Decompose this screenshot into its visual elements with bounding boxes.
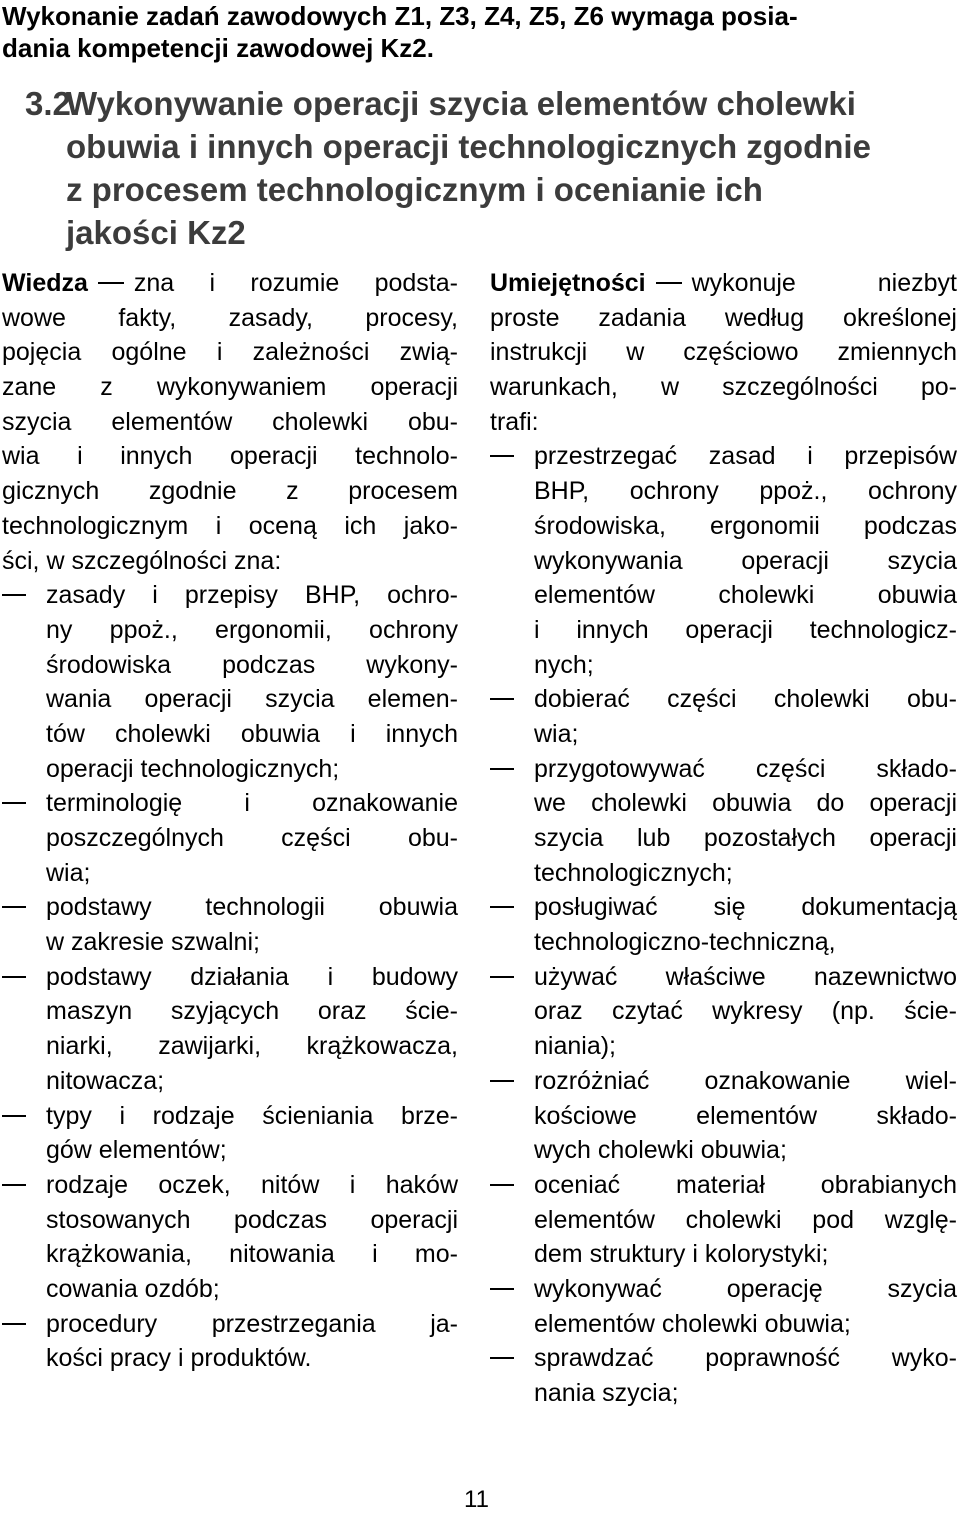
knowledge-item-line: tów cholewki obuwia i innych xyxy=(46,719,458,748)
skills-item-line: przestrzegać zasad i przepisów xyxy=(534,442,957,471)
section-title-line: z procesem technologicznym i ocenianie ich xyxy=(66,171,763,208)
knowledge-intro-line: szycia elementów cholewki obu- xyxy=(2,407,458,436)
knowledge-intro-line: gicznych zgodnie z procesem xyxy=(2,477,458,506)
skills-item-line: dobierać części cholewki obu- xyxy=(534,685,957,714)
dash-bullet-icon xyxy=(2,1115,26,1117)
skills-item-line: kościowe elementów składo- xyxy=(534,1101,957,1130)
dash-bullet-icon xyxy=(2,1323,26,1325)
skills-intro-line: proste zadania według określonej xyxy=(490,303,957,332)
skills-item-line: technologicznych; xyxy=(534,858,733,887)
knowledge-item-line: środowiska podczas wykony- xyxy=(46,650,458,679)
skills-list-item xyxy=(490,439,957,682)
knowledge-intro-line: ści, w szczególności zna: xyxy=(2,546,282,575)
skills-item-line: technologiczno-techniczną, xyxy=(534,928,836,957)
knowledge-item-line: krążkowania, nitowania i mo- xyxy=(46,1240,458,1269)
knowledge-item-line: stosowanych podczas operacji xyxy=(46,1205,458,1234)
dash-bullet-icon xyxy=(490,1184,514,1186)
knowledge-list-item xyxy=(2,890,458,959)
skills-item-line: elementów cholewki obuwia xyxy=(534,581,957,610)
dash-bullet-icon xyxy=(2,594,26,596)
knowledge-list-item xyxy=(2,578,458,786)
skills-item-line: przygotowywać części składo- xyxy=(534,754,957,783)
section-title xyxy=(66,82,946,254)
skills-item-line: oraz czytać wykresy (np. ście- xyxy=(534,997,957,1026)
dash-bullet-icon xyxy=(490,455,514,457)
skills-item-line: sprawdzać poprawność wyko- xyxy=(534,1344,957,1373)
dash-bullet-icon xyxy=(490,768,514,770)
knowledge-item-line: procedury przestrzegania ja- xyxy=(46,1309,458,1338)
skills-item-line: wykonywać operację szycia xyxy=(534,1274,957,1303)
knowledge-item-line: wia; xyxy=(46,858,91,887)
knowledge-list-item xyxy=(2,1307,458,1376)
skills-item-line: i innych operacji technologicz- xyxy=(534,615,957,644)
knowledge-intro-line: technologicznym i oceną ich jako- xyxy=(2,511,458,540)
skills-intro-line: instrukcji w częściowo zmiennych xyxy=(490,338,957,367)
skills-intro-line: warunkach, w szczególności po- xyxy=(490,373,957,402)
knowledge-item-line: nitowacza; xyxy=(46,1066,165,1095)
skills-item-line: oceniać materiał obrabianych xyxy=(534,1170,957,1199)
skills-item-line: rozróżniać oznakowanie wiel- xyxy=(534,1066,957,1095)
knowledge-list-item xyxy=(2,1099,458,1168)
dash-bullet-icon xyxy=(2,802,26,804)
skills-item-line: elementów cholewki obuwia; xyxy=(534,1309,851,1338)
dash-bullet-icon xyxy=(2,906,26,908)
skills-column xyxy=(490,266,957,1411)
skills-list-item xyxy=(490,682,957,751)
knowledge-item-line: terminologię i oznakowanie xyxy=(46,789,458,818)
section-title-line: jakości Kz2 xyxy=(66,214,246,251)
skills-item-line: dem struktury i kolorystyki; xyxy=(534,1240,829,1269)
knowledge-item-line: podstawy technologii obuwia xyxy=(46,893,458,922)
dash-bullet-icon xyxy=(2,976,26,978)
section-title-line: obuwia i innych operacji technologicznych zgodnie xyxy=(66,128,871,165)
intro-line-2: dania kompetencji zawodowej Kz2. xyxy=(2,33,434,63)
intro-line-1: Wykonanie zadań zawodowych Z1, Z3, Z4, Z5, Z6 wymaga posia- xyxy=(2,1,798,31)
knowledge-item-line: kości pracy i produktów. xyxy=(46,1344,312,1373)
dash-bullet-icon xyxy=(490,976,514,978)
dash-separator xyxy=(656,282,682,284)
dash-bullet-icon xyxy=(490,906,514,908)
knowledge-intro-line xyxy=(2,266,458,301)
section-title-line: Wykonywanie operacji szycia elementów cholewki xyxy=(66,85,856,122)
skills-intro-line xyxy=(490,266,957,301)
dash-bullet-icon xyxy=(490,1288,514,1290)
skills-list-item xyxy=(490,752,957,891)
skills-item-line: nych; xyxy=(534,650,594,679)
dash-bullet-icon xyxy=(490,1080,514,1082)
skills-intro-text: wykonuje niezbyt xyxy=(691,269,957,297)
skills-list-item xyxy=(490,960,957,1064)
knowledge-label: Wiedza xyxy=(2,269,88,297)
page-number: 11 xyxy=(464,1486,489,1513)
dash-bullet-icon xyxy=(2,1184,26,1186)
section-number: 3.2. xyxy=(25,85,81,122)
knowledge-intro-line: zane z wykonywaniem operacji xyxy=(2,373,458,402)
knowledge-item-line: podstawy działania i budowy xyxy=(46,962,458,991)
skills-item-line: nania szycia; xyxy=(534,1379,679,1407)
knowledge-intro-line: wowe fakty, zasady, procesy, xyxy=(2,303,458,332)
knowledge-list-item xyxy=(2,960,458,1099)
skills-list-item xyxy=(490,890,957,959)
skills-intro-line: trafi: xyxy=(490,407,539,436)
knowledge-item-line: zasady i przepisy BHP, ochro- xyxy=(46,581,458,610)
knowledge-item-line: w zakresie szwalni; xyxy=(46,928,260,957)
knowledge-item-line: maszyn szyjących oraz ście- xyxy=(46,997,458,1026)
skills-list-item xyxy=(490,1341,957,1410)
dash-bullet-icon xyxy=(490,1357,514,1359)
skills-list-item xyxy=(490,1168,957,1272)
knowledge-intro-line: pojęcia ogólne i zależności zwią- xyxy=(2,338,458,367)
knowledge-intro-line: wia i innych operacji technolo- xyxy=(2,442,458,471)
dash-bullet-icon xyxy=(490,698,514,700)
skills-item-line: wych cholewki obuwia; xyxy=(534,1136,787,1165)
skills-item-line: wia; xyxy=(534,719,579,748)
skills-item-line: we cholewki obuwia do operacji xyxy=(534,789,957,818)
skills-item-line: środowiska, ergonomii podczas xyxy=(534,511,957,540)
skills-item-line: BHP, ochrony ppoż., ochrony xyxy=(534,477,957,506)
knowledge-item-line: operacji technologicznych; xyxy=(46,754,340,783)
skills-item-line: posługiwać się dokumentacją xyxy=(534,893,957,922)
knowledge-item-line: wania operacji szycia elemen- xyxy=(46,685,458,714)
skills-label: Umiejętności xyxy=(490,269,646,297)
knowledge-item-line: cowania ozdób; xyxy=(46,1274,220,1303)
dash-separator xyxy=(98,282,124,284)
knowledge-column xyxy=(2,266,458,1376)
skills-item-line: elementów cholewki pod wzglę- xyxy=(534,1205,957,1234)
knowledge-item-line: typy i rodzaje ścieniania brze- xyxy=(46,1101,458,1130)
knowledge-list-item xyxy=(2,1168,458,1307)
knowledge-intro-text: zna i rozumie podsta- xyxy=(133,269,458,297)
knowledge-item-line: gów elementów; xyxy=(46,1136,227,1165)
intro-paragraph xyxy=(2,0,952,64)
knowledge-item-line: niarki, zawijarki, krążkowacza, xyxy=(46,1032,458,1061)
skills-item-line: szycia lub pozostałych operacji xyxy=(534,824,957,852)
skills-item-line: niania); xyxy=(534,1032,616,1061)
knowledge-item-line: ny ppoż., ergonomii, ochrony xyxy=(46,615,458,644)
knowledge-item-line: poszczególnych części obu- xyxy=(46,824,458,852)
knowledge-item-line: rodzaje oczek, nitów i haków xyxy=(46,1170,458,1199)
knowledge-list-item xyxy=(2,786,458,890)
skills-list-item xyxy=(490,1064,957,1168)
skills-item-line: używać właściwe nazewnictwo xyxy=(534,962,957,991)
skills-list-item xyxy=(490,1272,957,1341)
skills-item-line: wykonywania operacji szycia xyxy=(534,546,957,575)
